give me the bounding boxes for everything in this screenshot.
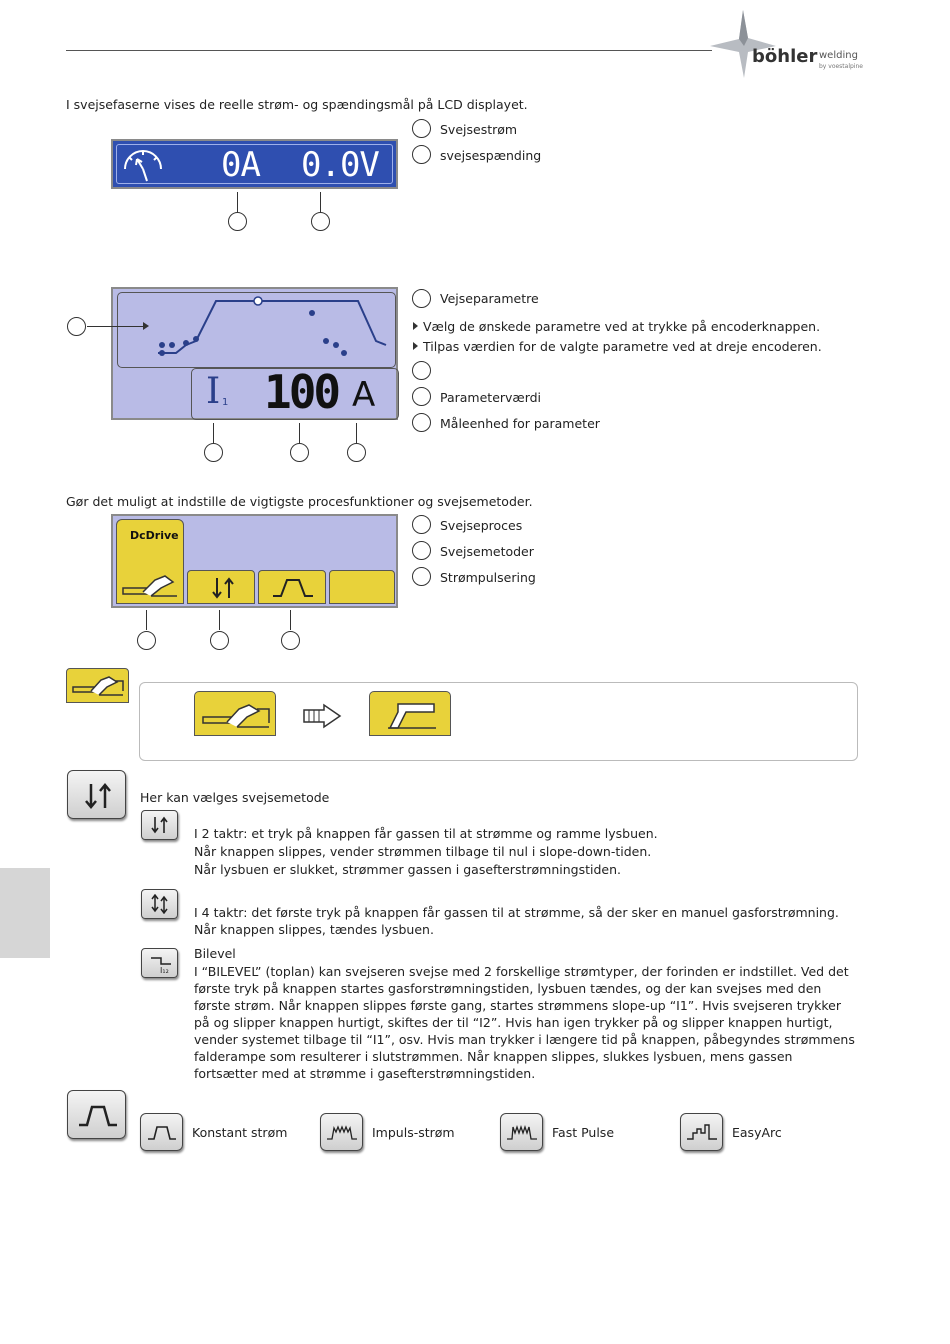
process-switch-box (139, 682, 858, 761)
weld-method-button[interactable] (67, 770, 126, 819)
two-step-line-1: I 2 taktr: et tryk på knappen får gassen til at strømme og ramme lysbuen. (194, 826, 658, 841)
header-rule (66, 50, 712, 51)
legend-weld-methods: Svejsemetoder (440, 544, 534, 559)
two-step-icon (210, 575, 236, 601)
two-step-line-3: Når lysbuen er slukket, strømmer gassen i gasefterstrømningstiden. (194, 862, 621, 877)
lcd-param-unit: A (352, 375, 376, 415)
callout-circle (228, 212, 247, 231)
torch-icon (71, 671, 127, 701)
bullet-select-parameter: Vælg de ønskede parametre ved at trykke på encoderknappen. (423, 319, 821, 334)
legend-weld-current: Svejsestrøm (440, 122, 518, 137)
section1-intro: I svejsefaserne vises de reelle strøm- og spændingsmål på LCD displayet. (66, 97, 528, 112)
callout-circle (67, 317, 86, 336)
brand-logo (708, 10, 868, 80)
two-step-button[interactable] (141, 810, 178, 840)
legend-circle (412, 289, 431, 308)
mig-process-button[interactable] (194, 691, 276, 736)
svg-text:I₁₂: I₁₂ (160, 966, 169, 974)
easyarc-icon (686, 1121, 718, 1143)
brand-tag: by voestalpine (819, 63, 863, 70)
callout-circle (311, 212, 330, 231)
pulsing-tab[interactable] (258, 570, 326, 604)
legend-circle (412, 413, 431, 432)
legend-circle (412, 361, 431, 380)
gauge-icon (121, 147, 165, 183)
lcd-parameter-display (111, 287, 398, 420)
welding-cycle-graph (148, 293, 388, 365)
mma-process-button[interactable] (369, 691, 451, 736)
lcd-current-value: 0A (221, 145, 260, 185)
callout-circle (210, 631, 229, 650)
legend-circle (412, 515, 431, 534)
legend-circle (412, 145, 431, 164)
weld-method-heading: Her kan vælges svejsemetode (140, 790, 330, 805)
torch-icon (121, 566, 181, 602)
legend-weld-process: Svejseproces (440, 518, 523, 533)
legend-circle (412, 567, 431, 586)
legend-weld-parameters: Vejseparametre (440, 291, 539, 306)
bilevel-icon (149, 954, 173, 974)
weld-method-tab[interactable] (187, 570, 255, 604)
pulse-current-icon (326, 1123, 358, 1143)
four-step-text: I 4 taktr: det første tryk på knappen får gassen til at strømme, så der sker en manuel gasforstrømning. Når knappen slippes, tændes lysbuen. (194, 905, 839, 937)
option-easyarc: EasyArc (732, 1125, 782, 1140)
four-step-button[interactable] (141, 889, 178, 919)
legend-parameter-value: Parameterværdi (440, 390, 542, 405)
two-step-icon (83, 781, 113, 811)
fast-pulse-button[interactable] (500, 1113, 543, 1151)
pulse-current-button[interactable] (320, 1113, 363, 1151)
bilevel-button[interactable] (141, 948, 178, 978)
two-step-line-2: Når knappen slippes, vender strømmen tilbage til nul i slope-down-tiden. (194, 844, 652, 859)
lcd-voltage-value: 0.0V (301, 145, 379, 185)
legend-weld-voltage: svejsespænding (440, 148, 542, 163)
process-mode-label: DcDrive (130, 529, 179, 542)
torch-icon (201, 697, 273, 733)
callout-circle (137, 631, 156, 650)
legend-current-pulsing: Strømpulsering (440, 570, 536, 585)
lcd-param-symbol: I (206, 371, 221, 412)
option-pulse-current: Impuls-strøm (372, 1125, 455, 1140)
lcd-param-subscript: 1 (222, 397, 229, 408)
easyarc-button[interactable] (680, 1113, 723, 1151)
pulsing-button[interactable] (67, 1090, 126, 1139)
fast-pulse-icon (506, 1123, 538, 1143)
callout-circle (347, 443, 366, 462)
section3-intro: Gør det muligt at indstille de vigtigste procesfunktioner og svejsemetoder. (66, 494, 533, 509)
electrode-holder-icon (384, 698, 440, 732)
callout-circle (290, 443, 309, 462)
bilevel-title: Bilevel (194, 946, 236, 961)
bilevel-text: I “BILEVEL” (toplan) kan svejseren svejse med 2 forskellige strømtyper, der forinden er indstillet. Ved det første tryk på knappen startes gasforstrømningstiden, lysbuen tændes, og der kan svejses med den første strøm. Når knappen slippes første gang, startes strømmens slope-up “I1”. Hvis svejseren trykker på og slipper knappen hurtigt, skiftes der til “I2”. Hvis han igen trykker på og slipper knappen hurtigt, vender systemet tilbage til “I1”, osv. Hvis man trykker i længere tid på knappen, påbegyndes strømmens falderampe som resulterer i slutstrømmen. Når knappen slippes, slukkes lysbuen, mens gassen fortsætter med at strømme i gasefterstrømningstiden. (194, 964, 855, 1081)
callout-circle (204, 443, 223, 462)
option-fast-pulse: Fast Pulse (552, 1125, 615, 1140)
brand-sub: welding (819, 50, 858, 61)
lcd-param-value: 100 (264, 365, 339, 419)
legend-circle (412, 541, 431, 560)
empty-tab[interactable] (329, 570, 395, 604)
constant-current-icon (271, 576, 315, 600)
two-step-icon (150, 815, 170, 835)
process-button-small[interactable] (66, 668, 129, 703)
lcd-process-display (111, 514, 398, 608)
arrow-right-icon (302, 703, 344, 729)
constant-current-icon (77, 1103, 119, 1129)
lcd-value-box (191, 365, 399, 420)
legend-circle (412, 387, 431, 406)
process-tab[interactable] (116, 519, 184, 604)
legend-circle (412, 119, 431, 138)
option-constant-current: Konstant strøm (192, 1125, 288, 1140)
four-step-icon (150, 894, 170, 914)
bullet-adjust-value: Tilpas værdien for de valgte parametre ved at dreje encoderen. (423, 339, 822, 354)
constant-current-icon (147, 1123, 177, 1143)
brand-main: böhler (752, 46, 818, 67)
lcd-measure-display (111, 139, 398, 189)
constant-current-button[interactable] (140, 1113, 183, 1151)
side-chapter-tab (0, 868, 50, 958)
callout-circle (281, 631, 300, 650)
legend-parameter-unit: Måleenhed for parameter (440, 416, 600, 431)
